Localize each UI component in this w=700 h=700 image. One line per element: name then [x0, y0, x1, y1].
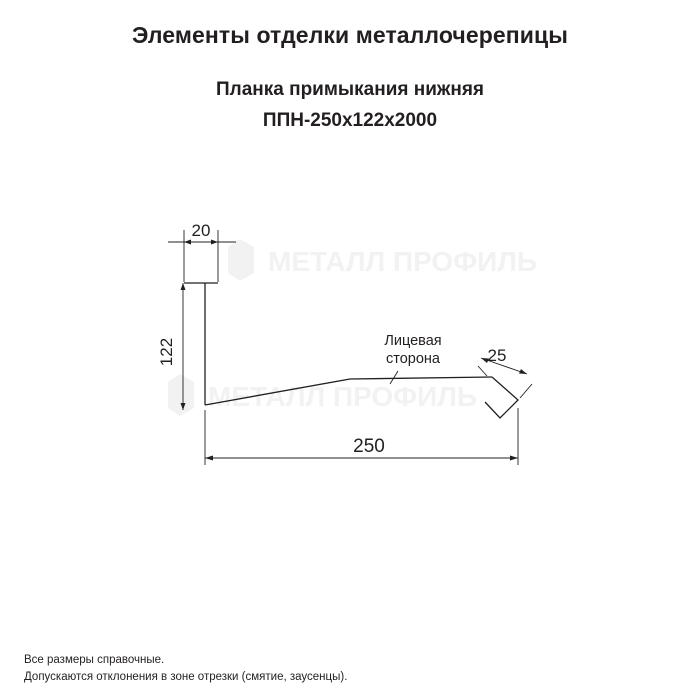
- footer-note: [24, 652, 347, 687]
- watermark-logo-icon: [228, 239, 254, 281]
- footer-line-1: Все размеры справочные.: [24, 653, 165, 666]
- dim-height-label: 122: [157, 337, 176, 367]
- dim-base-width-label: 250: [353, 436, 385, 457]
- title-block: [0, 0, 700, 134]
- product-name: Планка примыкания нижняя: [215, 78, 485, 100]
- product-code: ППН-250х122х2000: [262, 110, 438, 132]
- page-title: Элементы отделки металлочерепицы: [131, 22, 568, 48]
- profile-slope-right: [350, 377, 492, 379]
- watermark-group: [168, 239, 537, 416]
- face-label-line1: Лицевая: [384, 333, 442, 349]
- dim-top-arrow-right: [211, 240, 218, 245]
- footer-line-2: Допускаются отклонения в зоне отрезки (смятие, заусенцы).: [24, 670, 348, 683]
- watermark-text: МЕТАЛЛ ПРОФИЛЬ: [268, 246, 537, 277]
- watermark-top: [228, 239, 537, 281]
- dim-edge-ext-left: [478, 366, 487, 376]
- face-label-line2: сторона: [386, 351, 440, 367]
- dim-top-arrow-left: [184, 240, 191, 245]
- watermark-text-2: МЕТАЛЛ ПРОФИЛЬ: [208, 381, 477, 412]
- dim-height-arrow-top: [181, 283, 186, 290]
- dim-base-arrow-left: [205, 456, 213, 461]
- dim-top-width-label: 20: [191, 221, 211, 240]
- watermark-logo-icon-2: [168, 374, 194, 416]
- dim-edge-ext-right: [520, 384, 532, 398]
- drawing-svg: [0, 170, 700, 550]
- profile-end-hook: [485, 377, 518, 418]
- watermark-bottom: [168, 374, 477, 416]
- technical-drawing: [0, 170, 700, 550]
- dim-edge-arrow-2: [519, 369, 527, 374]
- dim-base-arrow-right: [510, 456, 518, 461]
- dim-edge-label: 25: [487, 346, 507, 365]
